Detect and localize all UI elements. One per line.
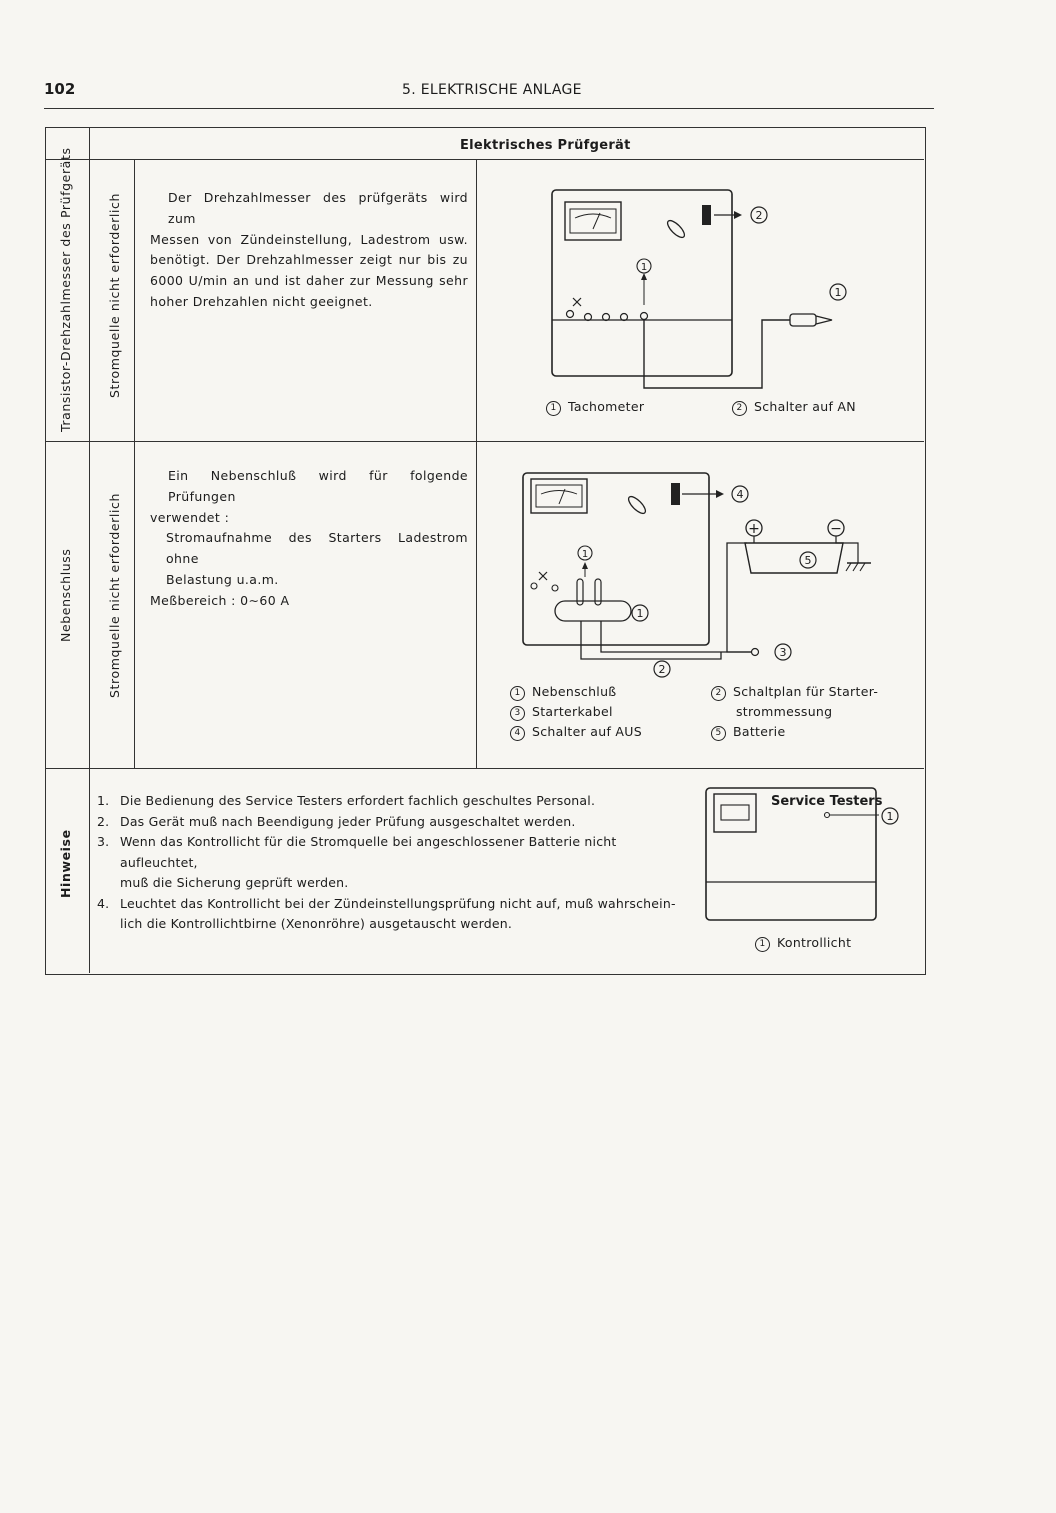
figure-title: Service Testers	[771, 794, 883, 809]
notes-list	[97, 791, 687, 935]
legend-item	[711, 724, 785, 741]
chapter-title: 5. ELEKTRISCHE ANLAGE	[402, 82, 582, 98]
shunt-cable	[601, 621, 751, 652]
legend-label: Schalter auf AUS	[532, 724, 642, 739]
header-rule	[44, 108, 934, 109]
note-number: 3.	[97, 834, 110, 849]
plus-sign: +	[748, 521, 760, 537]
tachometer-cable	[644, 320, 790, 388]
section-divider-2	[46, 768, 924, 769]
display-window	[721, 805, 749, 820]
title-row-divider	[46, 159, 924, 160]
condition-label-shunt: Stromquelle nicht erforderlich	[107, 492, 122, 698]
callout-number: 1	[640, 262, 648, 273]
callout-number: 2	[755, 209, 763, 222]
callout-number: 3	[779, 646, 787, 659]
text-line: hoher Drehzahlen nicht geeignet.	[150, 293, 373, 309]
note-item	[97, 894, 687, 935]
minus-sign: −	[830, 521, 842, 537]
arrow-head	[716, 490, 724, 498]
terminal	[531, 583, 537, 589]
arrow-head	[734, 211, 742, 219]
note-text: Die Bedienung des Service Testers erfordert fachlich geschultes Personal.	[120, 793, 596, 808]
pickup-probe-icon	[790, 314, 816, 326]
text-line: Stromaufnahme des Starters Ladestrom ohne	[166, 530, 468, 567]
meter-scale	[541, 491, 577, 495]
legend-item	[510, 724, 642, 741]
legend-label: Schalter auf AN	[754, 399, 856, 414]
meter-needle	[593, 213, 600, 229]
legend-item	[755, 935, 851, 952]
legend-number: 1	[510, 686, 525, 701]
text-line: Belastung u.a.m.	[166, 571, 279, 587]
legend-item	[711, 684, 878, 701]
page-number: 102	[44, 80, 76, 98]
callout-number: 1	[636, 607, 644, 620]
legend-item-continued: strommessung	[736, 704, 833, 719]
legend-number: 1	[755, 937, 770, 952]
ground-icon	[860, 563, 865, 571]
shunt-cable	[581, 621, 721, 659]
tachometer-description	[150, 188, 468, 313]
legend-number: 2	[732, 401, 747, 416]
knob-icon	[626, 494, 648, 516]
legend-number: 1	[546, 401, 561, 416]
ground-icon	[846, 563, 851, 571]
note-number: 2.	[97, 813, 110, 829]
callout-number: 1	[834, 286, 842, 299]
note-number: 1.	[97, 793, 110, 808]
callout-number: 2	[658, 663, 666, 676]
switch-icon	[702, 205, 711, 225]
table-title: Elektrisches Prüfgerät	[460, 138, 631, 153]
legend-item	[732, 399, 856, 416]
callout-number: 1	[886, 810, 894, 823]
battery-icon	[745, 543, 843, 573]
note-text: Leuchtet das Kontrollicht bei der Zündeinstellungsprüfung nicht auf, muß wahrschein-	[120, 895, 676, 911]
tester-housing	[523, 473, 709, 645]
legend-number: 4	[510, 726, 525, 741]
meter-frame	[531, 479, 587, 513]
legend-number: 5	[711, 726, 726, 741]
terminal	[552, 585, 558, 591]
ground-icon	[853, 563, 858, 571]
legend-label: Batterie	[733, 724, 786, 739]
section-label-tachometer: Transistor-Drehzahlmesser des Prüfgeräts	[58, 147, 73, 432]
column-divider-2	[134, 159, 135, 768]
column-divider-3	[476, 159, 477, 768]
legend-item	[510, 704, 613, 721]
note-item	[97, 812, 687, 833]
note-item	[97, 832, 687, 894]
meter-needle	[559, 489, 565, 504]
note-text-continued: muß die Sicherung geprüft werden.	[120, 875, 349, 890]
text-line: Messen von Zündeinstellung, Ladestrom usw.	[150, 231, 468, 247]
meter-window	[570, 209, 616, 233]
meter-frame	[565, 202, 621, 240]
terminal	[641, 313, 648, 320]
note-text-continued: lich die Kontrollichtbirne (Xenonröhre) ausgetauscht werden.	[120, 916, 513, 931]
switch-icon	[671, 483, 680, 505]
section-divider-1	[46, 441, 924, 442]
service-tester-diagram	[700, 780, 910, 930]
text-line: benötigt. Der Drehzahlmesser zeigt nur bis zu	[150, 252, 468, 268]
section-label-shunt: Nebenschluss	[58, 548, 73, 642]
legend-item	[546, 399, 644, 416]
legend-label: Starterkabel	[532, 704, 613, 719]
text-line: Meßbereich : 0∼60 A	[150, 592, 290, 608]
indicator-lamp	[825, 813, 830, 818]
legend-number: 2	[711, 686, 726, 701]
callout-number: 4	[736, 488, 744, 501]
shunt-description	[150, 466, 468, 612]
text-line: Ein Nebenschluß wird für folgende Prüfungen	[168, 468, 468, 504]
knob-icon	[665, 218, 687, 240]
text-line: verwendet :	[150, 509, 230, 525]
cable-terminal	[752, 649, 759, 656]
note-text: Das Gerät muß nach Beendigung jeder Prüfung ausgeschaltet werden.	[120, 813, 576, 829]
shunt-diagram	[515, 465, 885, 685]
legend-number: 3	[510, 706, 525, 721]
tachometer-diagram	[540, 180, 870, 390]
battery-cable	[727, 543, 751, 652]
note-number: 4.	[97, 895, 110, 911]
display-frame	[714, 794, 756, 832]
legend-label: Nebenschluß	[532, 684, 617, 699]
text-line: Der Drehzahlmesser des prüfgeräts wird zum	[168, 190, 468, 226]
text-line: 6000 U/min an und ist daher zur Messung sehr	[150, 273, 468, 289]
column-divider-1	[89, 128, 90, 973]
callout-number: 5	[804, 554, 812, 567]
callout-number: 1	[581, 549, 589, 560]
shunt-body-icon	[555, 601, 631, 621]
arrow-head	[641, 273, 647, 280]
legend-item	[510, 684, 616, 701]
terminal	[567, 311, 574, 318]
note-item	[97, 791, 687, 812]
legend-label: Schaltplan für Starter-	[733, 684, 879, 699]
legend-label: Kontrollicht	[777, 935, 852, 950]
condition-label-tachometer: Stromquelle nicht erforderlich	[107, 192, 122, 398]
arrow-head	[582, 562, 588, 569]
meter-scale	[575, 214, 611, 218]
legend-label: Tachometer	[568, 399, 645, 414]
pickup-tip-icon	[816, 316, 832, 324]
note-text: Wenn das Kontrollicht für die Stromquelle bei angeschlossener Batterie nicht aufleuchtet,	[120, 834, 617, 870]
section-label-notes: Hinweise	[58, 829, 73, 898]
